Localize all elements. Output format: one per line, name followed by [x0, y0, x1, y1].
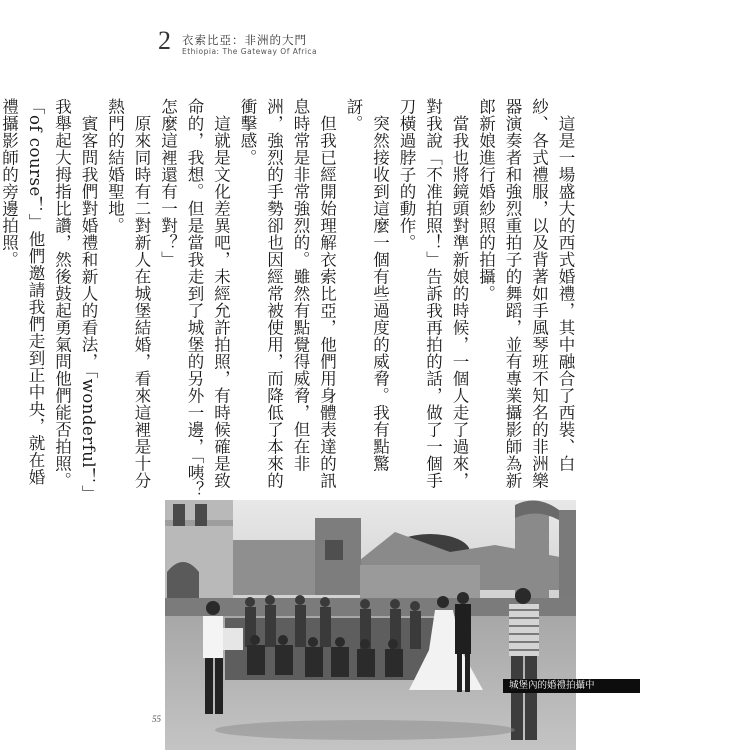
paragraph: 賓客問我們對婚禮和新人的看法，「wonderful！」我舉起大拇指比讚，然後鼓起勇氣問他們能否拍照。「of course！」他們邀請我們走到正中央，就在婚禮攝影師的旁邊拍照。: [0, 98, 98, 494]
chapter-subtitle: Ethiopia: The Gateway Of Africa: [182, 47, 318, 56]
wedding-photo: [165, 500, 576, 750]
body-text: [0, 98, 578, 498]
chapter-title: 衣索比亞：非洲的大門: [182, 33, 307, 47]
paragraph: 當我也將鏡頭對準新娘的時候，一個人走了過來，對我說「不准拍照！」告訴我再拍的話，做了一個手刀橫過脖子的動作。: [397, 98, 469, 489]
paragraph: 原來同時有二對新人在城堡結婚，看來這裡是十分熱門的結婚聖地。: [105, 98, 151, 489]
paragraph: 突然接收到這麼一個有些過度的威脅。我有點驚訝。: [344, 98, 390, 472]
chapter-number: 2: [158, 26, 171, 55]
paragraph: 這是一場盛大的西式婚禮，其中融合了西裝、白紗、各式禮服，以及背著如手風琴班不知名的非洲樂器演奏者和強烈重拍子的舞蹈，並有專業攝影師為新郎新娘進行婚紗照的拍攝。: [476, 98, 575, 489]
paragraph: 但我已經開始理解衣索比亞，他們用身體表達的訊息時常是非常強烈的。雖然有點覺得威脅，但在非洲，強烈的手勢卻也因經常被使用，而降低了本來的衝擊感。: [238, 98, 337, 489]
paragraph: 這就是文化差異吧，未經允許拍照，有時候確是致命的，我想。但是當我走到了城堡的另外一邊，「咦？怎麼這裡還有一對？」: [158, 98, 231, 498]
photo-caption: 城堡內的婚禮拍攝中: [503, 679, 640, 693]
page-number: 55: [152, 714, 161, 724]
